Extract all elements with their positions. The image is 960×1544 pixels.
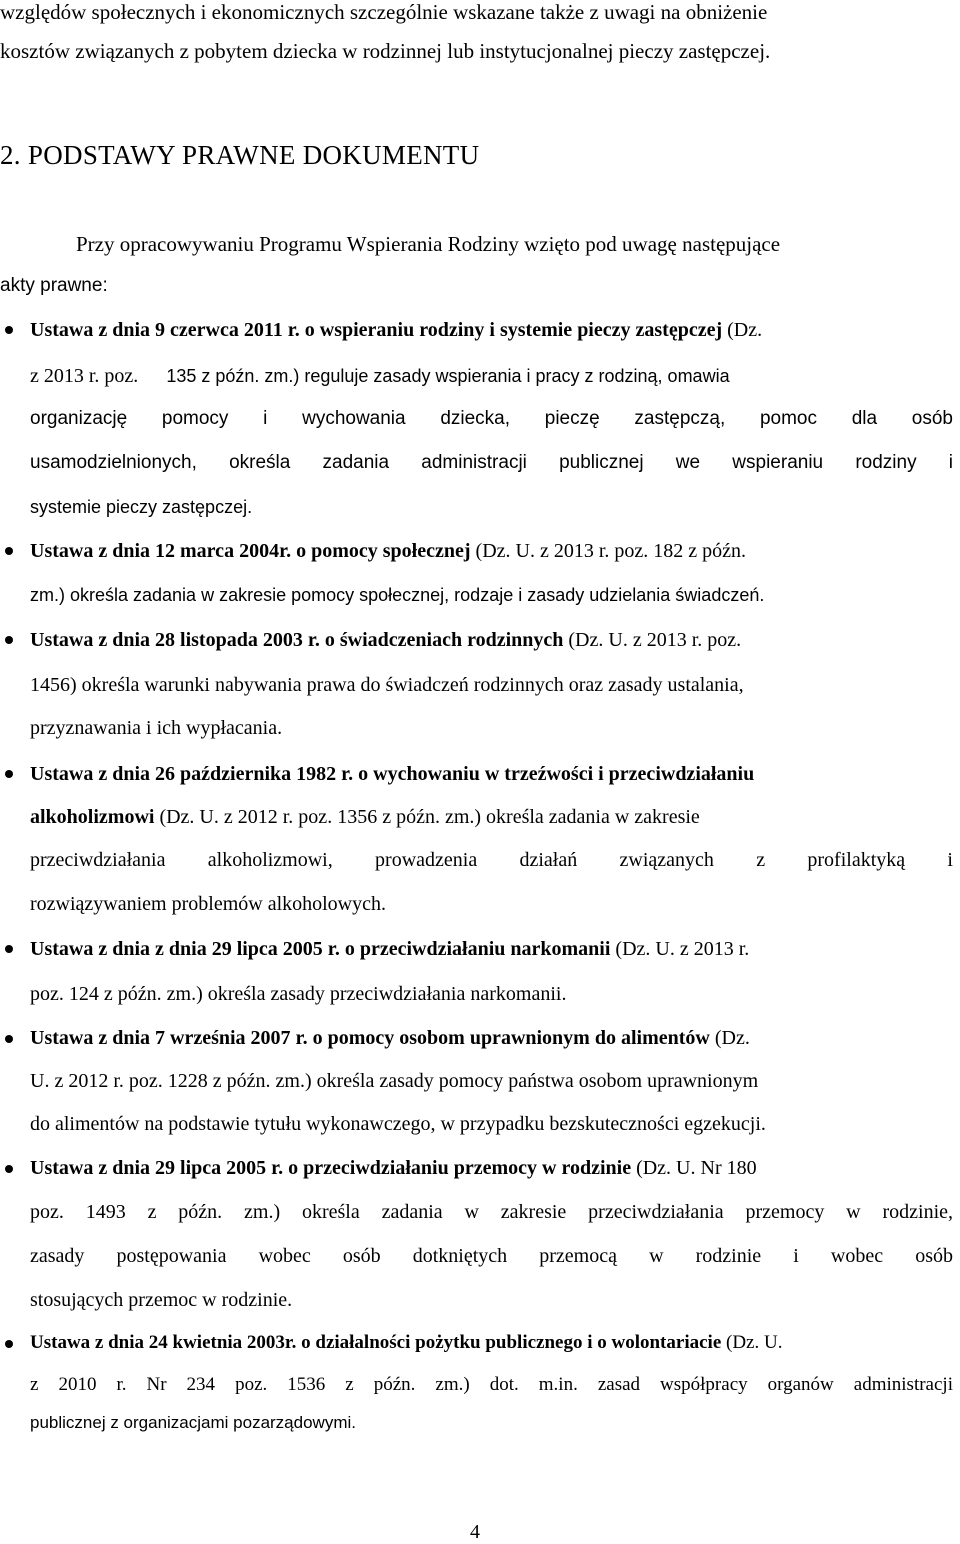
act-citation: (Dz. — [722, 319, 763, 341]
act-description: usamodzielnionych, określa zadania administracji publicznej we wspieraniu rodziny i — [30, 452, 953, 473]
intro-line-1: względów społecznych i ekonomicznych szczególnie wskazane także z uwagi na obniżenie — [0, 0, 768, 24]
act-description: publicznej z organizacjami pozarządowymi. — [30, 1413, 356, 1432]
act-title: Ustawa z dnia 12 marca 2004r. o pomocy społecznej — [30, 540, 471, 562]
act-description: stosujących przemoc w rodzinie. — [30, 1289, 293, 1311]
bullet-icon — [5, 1165, 13, 1173]
act-description: rozwiązywaniem problemów alkoholowych. — [30, 893, 387, 915]
act-citation: (Dz. U. z 2013 r. — [610, 938, 750, 960]
act-description: zm.) określa zadania w zakresie pomocy społecznej, rodzaje i zasady udzielania świadczeń. — [30, 585, 765, 605]
bullet-icon — [5, 1035, 13, 1043]
act-title: Ustawa z dnia 29 lipca 2005 r. o przeciwdziałaniu przemocy w rodzinie — [30, 1157, 632, 1179]
act-citation-cont: z 2013 r. poz. — [30, 365, 139, 387]
act-title: Ustawa z dnia 7 września 2007 r. o pomocy osobom uprawnionym do alimentów — [30, 1027, 710, 1049]
act-description: zasady postępowania wobec osób dotkniętych przemocą w rodzinie i wobec osób — [30, 1245, 953, 1267]
act-description: U. z 2012 r. poz. 1228 z późn. zm.) określa zasady pomocy państwa osobom uprawnionym — [30, 1070, 759, 1092]
bullet-icon — [5, 945, 13, 953]
act-description: przeciwdziałania alkoholizmowi, prowadzenia działań związanych z profilaktyką i — [30, 849, 953, 871]
act-citation: (Dz. U. z 2013 r. poz. 182 z późn. — [470, 540, 747, 562]
intro-line-2: kosztów związanych z pobytem dziecka w rodzinnej lub instytucjonalnej pieczy zastępczej. — [0, 39, 771, 63]
bullet-icon — [5, 1340, 13, 1348]
act-citation: (Dz. — [709, 1027, 750, 1049]
bullet-icon — [5, 326, 13, 334]
act-title-cont: alkoholizmowi — [30, 806, 155, 828]
act-citation: (Dz. U. — [721, 1332, 783, 1353]
lead-line-1: Przy opracowywaniu Programu Wspierania Rodziny wzięto pod uwagę następujące — [76, 232, 781, 256]
act-title: Ustawa z dnia 26 października 1982 r. o wychowaniu w trzeźwości i przeciwdziałaniu — [30, 763, 755, 785]
act-description: systemie pieczy zastępczej. — [30, 497, 253, 517]
bullet-icon — [5, 547, 13, 555]
act-title: Ustawa z dnia z dnia 29 lipca 2005 r. o przeciwdziałaniu narkomanii — [30, 938, 611, 960]
act-description: poz. 1493 z późn. zm.) określa zadania w zakresie przeciwdziałania przemocy w rodzinie, — [30, 1201, 953, 1223]
act-description: przyznawania i ich wypłacania. — [30, 717, 283, 739]
act-citation: (Dz. U. z 2012 r. poz. 1356 z późn. zm.) określa zadania w zakresie — [154, 806, 700, 828]
act-description: organizację pomocy i wychowania dziecka, pieczę zastępczą, pomoc dla osób — [30, 408, 953, 429]
act-description: 1456) określa warunki nabywania prawa do świadczeń rodzinnych oraz zasady ustalania, — [30, 674, 744, 696]
lead-line-2: akty prawne: — [0, 275, 108, 296]
act-description: z 2010 r. Nr 234 poz. 1536 z późn. zm.) dot. m.in. zasad współpracy organów administracji — [30, 1374, 953, 1395]
page-number: 4 — [470, 1521, 480, 1543]
act-citation: (Dz. U. z 2013 r. poz. — [563, 629, 742, 651]
bullet-icon — [5, 636, 13, 644]
bullet-icon — [5, 770, 13, 778]
section-heading: 2. PODSTAWY PRAWNE DOKUMENTU — [0, 140, 480, 170]
act-description: 135 z późn. zm.) reguluje zasady wspierania i pracy z rodziną, omawia — [166, 366, 730, 386]
act-title: Ustawa z dnia 28 listopada 2003 r. o świadczeniach rodzinnych — [30, 629, 564, 651]
act-citation: (Dz. U. Nr 180 — [631, 1157, 757, 1179]
act-description: do alimentów na podstawie tytułu wykonawczego, w przypadku bezskuteczności egzekucji. — [30, 1113, 766, 1135]
act-description: poz. 124 z późn. zm.) określa zasady przeciwdziałania narkomanii. — [30, 983, 567, 1005]
act-title: Ustawa z dnia 9 czerwca 2011 r. o wspieraniu rodziny i systemie pieczy zastępczej — [30, 319, 723, 341]
act-title: Ustawa z dnia 24 kwietnia 2003r. o działalności pożytku publicznego i o wolontariacie — [30, 1332, 722, 1353]
